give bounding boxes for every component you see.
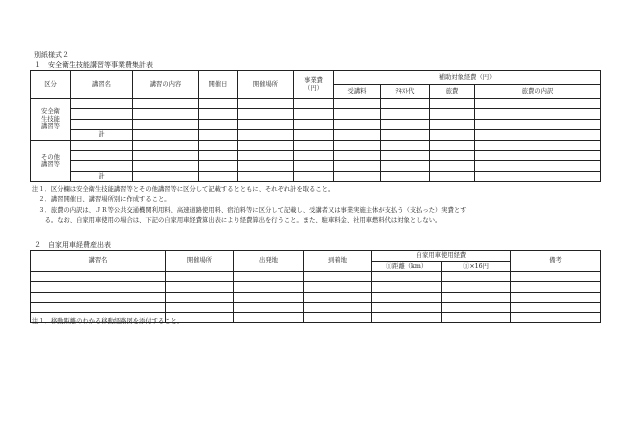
table-cell (430, 119, 475, 129)
table-cell (381, 130, 430, 140)
table-cell (294, 161, 334, 171)
table-cell (304, 302, 372, 312)
table-cell (430, 171, 475, 181)
table-cell (133, 119, 199, 129)
table-cell (381, 109, 430, 119)
table-cell (334, 130, 381, 140)
table-cell (199, 109, 238, 119)
table-cell (133, 109, 199, 119)
table-cell (199, 119, 238, 129)
group1-label (31, 99, 71, 141)
note-2: ２．講習開催日、講習場所別に作成すること。 (32, 196, 171, 204)
table-cell (442, 313, 511, 323)
header2-calc: ①×16円 (442, 262, 511, 272)
project-cost-table (30, 70, 601, 182)
header-category: 区分 (31, 71, 71, 99)
table-cell (334, 99, 381, 109)
table-cell (294, 140, 334, 150)
table-cell (334, 150, 381, 160)
group1-label-line1: 安全衛 (41, 108, 60, 116)
table-cell (511, 292, 601, 302)
table-cell (199, 161, 238, 171)
table-cell (475, 150, 601, 160)
table-cell (31, 272, 166, 282)
table-cell (238, 99, 294, 109)
table-cell (511, 302, 601, 312)
table-cell (166, 272, 234, 282)
table-cell (133, 99, 199, 109)
table-cell (294, 130, 334, 140)
table-cell (133, 161, 199, 171)
table-cell (71, 161, 133, 171)
table-cell (334, 171, 381, 181)
header-date: 開催日 (199, 71, 238, 99)
table-cell (294, 99, 334, 109)
table-cell (199, 150, 238, 160)
note-3: ３．旅費の内訳は、ＪＲ等公共交通機関利用料、高速道路使用料、宿泊料等に区分して記載し、受講者又は事業実施主体が支払う（支払った）実費とす (32, 206, 467, 214)
table-cell (234, 313, 304, 323)
table-cell (304, 313, 372, 323)
header-travel-detail: 旅費の内訳 (475, 85, 601, 99)
table-cell (238, 171, 294, 181)
header2-departure: 出発地 (234, 251, 304, 272)
table-cell (294, 119, 334, 129)
table-cell (238, 119, 294, 129)
table-cell (199, 140, 238, 150)
table-cell (133, 150, 199, 160)
table-cell (475, 171, 601, 181)
note-3-continued: る。なお、自家用車使用の場合は、下記の自家用車経費算出表により経費算出を行うこと。また、駐車料金、社用車燃料代は対象としない。 (32, 217, 442, 225)
table-cell (166, 302, 234, 312)
table-cell (475, 140, 601, 150)
table-cell (304, 282, 372, 292)
header-project-cost (294, 71, 334, 99)
table-cell (304, 272, 372, 282)
group2-label-line2: 講習等 (41, 160, 60, 168)
table-cell (238, 140, 294, 150)
table-cell (334, 119, 381, 129)
header-subsidy: 補助対象経費（円） (334, 71, 601, 85)
table-cell (166, 292, 234, 302)
group1-label-line3: 講習等 (41, 122, 60, 130)
table-cell (133, 130, 199, 140)
table-cell (475, 109, 601, 119)
table-cell (238, 161, 294, 171)
table-cell (133, 140, 199, 150)
group2-label-line1: その他 (41, 153, 60, 161)
table-cell (238, 130, 294, 140)
table-cell (381, 99, 430, 109)
header2-course-name: 講習名 (31, 251, 166, 272)
header-project-cost-line1: 事業費 (304, 77, 323, 85)
table-cell (294, 171, 334, 181)
group1-label-line2: 生技能 (41, 115, 60, 123)
notes-section1 (32, 185, 466, 227)
header-travel: 旅費 (430, 85, 475, 99)
header-course-name: 講習名 (71, 71, 133, 99)
table-cell (234, 272, 304, 282)
table-cell (475, 130, 601, 140)
table-cell (372, 282, 442, 292)
table-cell (71, 140, 133, 150)
table-cell (381, 140, 430, 150)
table-cell (430, 161, 475, 171)
group1-subtotal-label: 計 (71, 130, 133, 140)
table-cell (381, 171, 430, 181)
header2-car-use: 自家用車使用経費 (372, 251, 511, 262)
group2-label (31, 140, 71, 182)
section1-title: １ 安全衛生技能講習等事業費集計表 (34, 61, 153, 69)
header-course-content: 講習の内容 (133, 71, 199, 99)
table-cell (334, 161, 381, 171)
table-cell (334, 109, 381, 119)
header2-arrival: 到着地 (304, 251, 372, 272)
table-cell (71, 109, 133, 119)
table-cell (430, 99, 475, 109)
table-cell (442, 272, 511, 282)
header2-distance: ①距離（km） (372, 262, 442, 272)
table-cell (430, 130, 475, 140)
table-cell (71, 119, 133, 129)
header-project-cost-line2: （円） (304, 84, 323, 92)
table-cell (475, 161, 601, 171)
table-cell (199, 171, 238, 181)
group2-subtotal-label: 計 (71, 171, 133, 181)
table-cell (31, 282, 166, 292)
header-tuition: 受講料 (334, 85, 381, 99)
table-cell (442, 302, 511, 312)
document-label: 別紙様式２ (34, 51, 69, 59)
table-cell (372, 272, 442, 282)
table-cell (475, 119, 601, 129)
table-cell (430, 109, 475, 119)
table-cell (234, 282, 304, 292)
table-cell (442, 282, 511, 292)
header2-remarks: 備考 (511, 251, 601, 272)
private-car-table (30, 250, 601, 323)
table-cell (199, 130, 238, 140)
table-cell (31, 302, 166, 312)
table-cell (475, 99, 601, 109)
table-cell (199, 99, 238, 109)
table-cell (31, 292, 166, 302)
table-cell (430, 140, 475, 150)
table-cell (71, 150, 133, 160)
table-cell (442, 292, 511, 302)
header2-venue: 開催場所 (166, 251, 234, 272)
table-cell (511, 313, 601, 323)
header-venue: 開催場所 (238, 71, 294, 99)
note2-1: 注１．移動距離のわかる移動経路図を添付すること。 (32, 318, 184, 325)
table-cell (238, 109, 294, 119)
table-cell (234, 292, 304, 302)
table-cell (294, 109, 334, 119)
table-cell (381, 119, 430, 129)
table-cell (381, 150, 430, 160)
table-cell (511, 282, 601, 292)
table-cell (381, 161, 430, 171)
header-textbook: ﾃｷｽﾄ代 (381, 85, 430, 99)
table-cell (372, 302, 442, 312)
note-1: 注１．区分欄は安全衛生技能講習等とその他講習等に区分して記載するとともに、それぞれ計を取ること。 (32, 186, 335, 193)
table-cell (334, 140, 381, 150)
table-cell (294, 150, 334, 160)
table-cell (304, 292, 372, 302)
table-cell (511, 272, 601, 282)
table-cell (166, 282, 234, 292)
table-cell (372, 292, 442, 302)
table-cell (238, 150, 294, 160)
table-cell (234, 302, 304, 312)
table-cell (430, 150, 475, 160)
table-cell (372, 313, 442, 323)
table-cell (71, 99, 133, 109)
table-cell (133, 171, 199, 181)
section2-title: ２ 自家用車経費産出表 (34, 241, 111, 249)
notes-section2 (32, 317, 183, 327)
